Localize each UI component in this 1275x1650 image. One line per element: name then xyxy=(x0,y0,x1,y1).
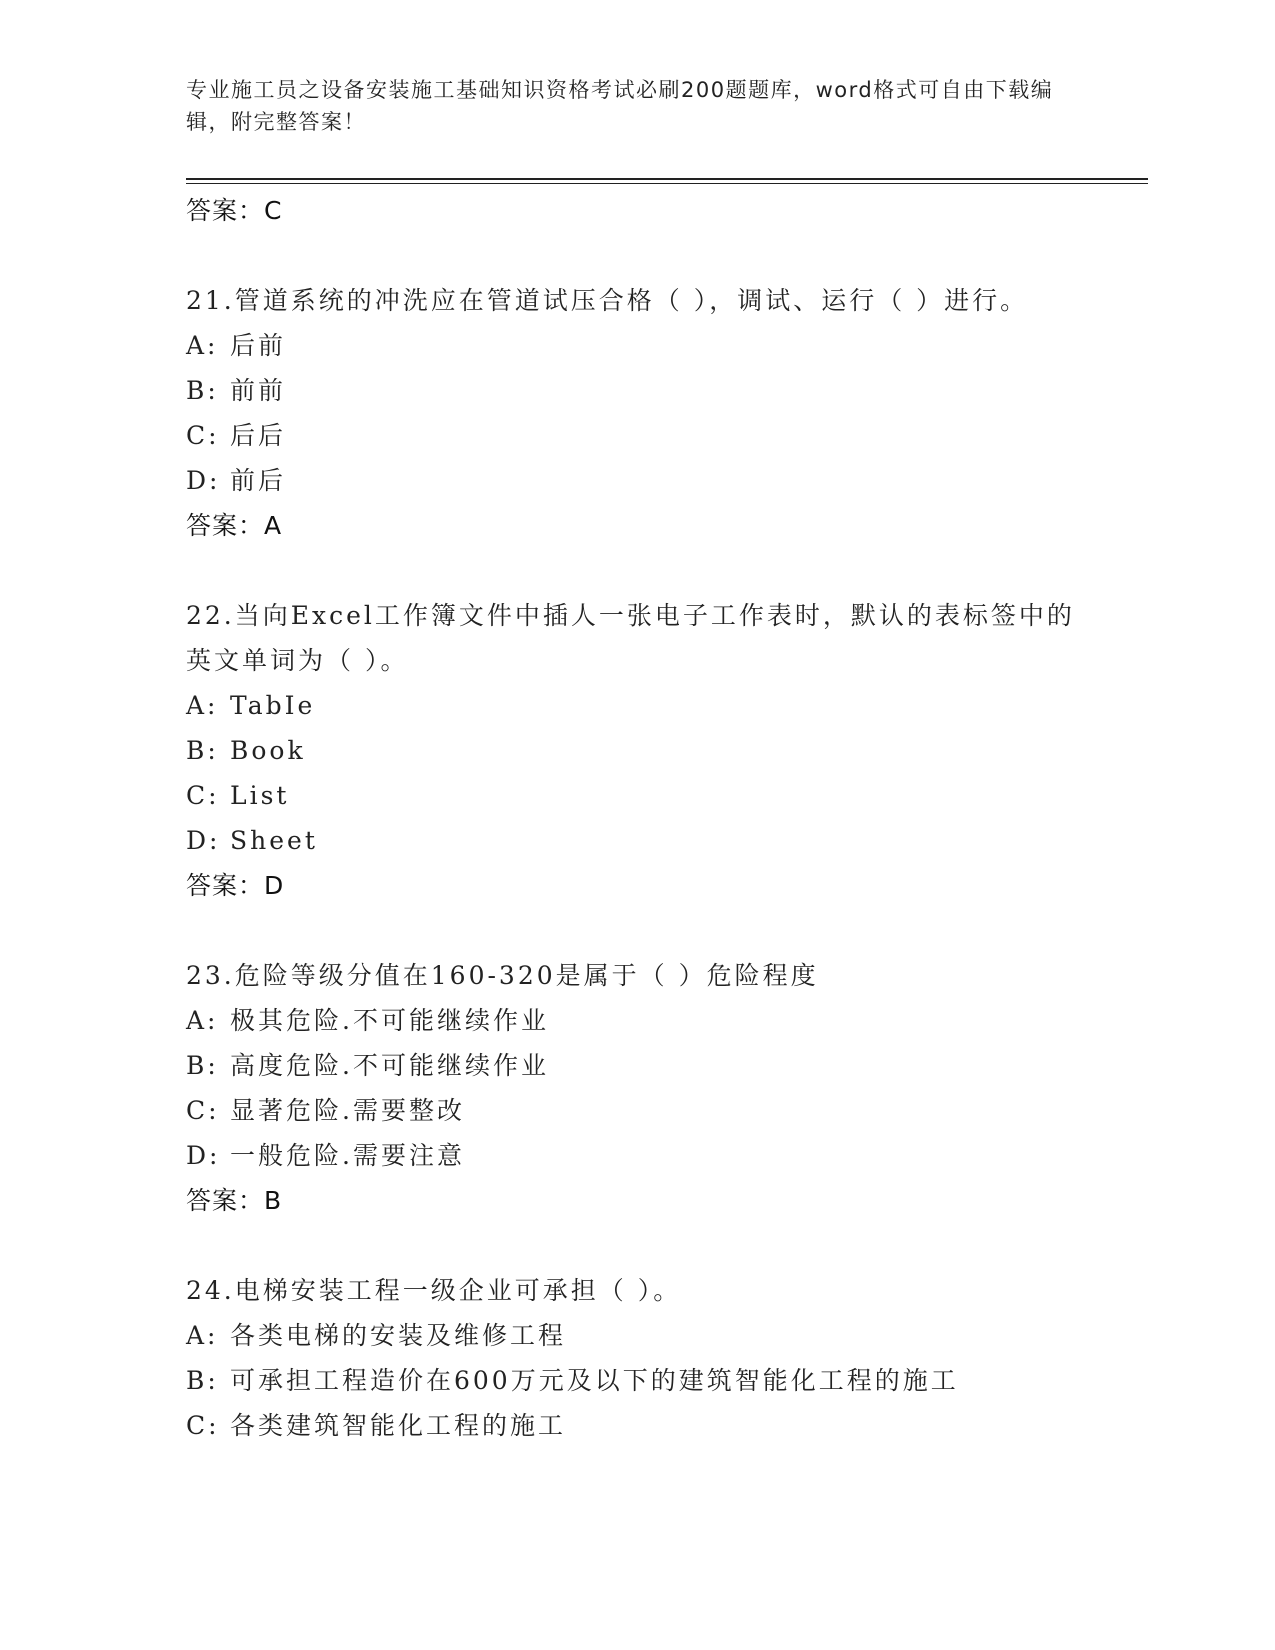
option-c xyxy=(186,1088,1086,1133)
option-a xyxy=(186,998,1086,1043)
option-a xyxy=(186,1313,1086,1358)
option-b xyxy=(186,368,1086,413)
option-letter: B: xyxy=(186,1366,219,1395)
option-text: 后前 xyxy=(230,331,287,360)
question-text: 21.管道系统的冲洗应在管道试压合格（ ），调试、运行（ ）进行。 xyxy=(186,286,1029,315)
question-text: 24.电梯安装工程一级企业可承担（ ）。 xyxy=(186,1276,682,1305)
option-text: Book xyxy=(230,736,306,765)
option-letter: A: xyxy=(186,1006,219,1035)
option-letter: A: xyxy=(186,1321,219,1350)
option-letter: B: xyxy=(186,736,219,765)
option-b xyxy=(186,728,1086,773)
question-text: 23.危险等级分值在160-320是属于（ ）危险程度 xyxy=(186,961,819,990)
option-d xyxy=(186,1133,1086,1178)
option-b xyxy=(186,1358,1086,1403)
option-text: 后后 xyxy=(230,421,287,450)
option-a xyxy=(186,323,1086,368)
option-c xyxy=(186,773,1086,818)
option-letter: D: xyxy=(186,826,221,855)
header-divider xyxy=(186,178,1148,180)
option-letter: A: xyxy=(186,331,219,360)
header-divider-thin xyxy=(186,183,1148,184)
option-text: 前前 xyxy=(230,376,287,405)
option-letter: B: xyxy=(186,376,219,405)
option-d xyxy=(186,458,1086,503)
question-block xyxy=(186,1268,1086,1448)
option-text: 各类建筑智能化工程的施工 xyxy=(230,1411,567,1440)
answer-label: 答案：D xyxy=(186,871,285,900)
page-header: 专业施工员之设备安装施工基础知识资格考试必刷200题题库，word格式可自由下载编辑，附完整答案！ xyxy=(186,78,1054,134)
option-text: 前后 xyxy=(230,466,287,495)
question-text: 22.当向Excel工作簿文件中插人一张电子工作表时，默认的表标签中的英文单词为（ ）。 xyxy=(186,601,1075,675)
option-letter: B: xyxy=(186,1051,219,1080)
option-letter: C: xyxy=(186,1411,220,1440)
option-a xyxy=(186,683,1086,728)
option-d xyxy=(186,818,1086,863)
option-b xyxy=(186,1043,1086,1088)
option-text: 高度危险.不可能继续作业 xyxy=(230,1051,549,1080)
option-text: Sheet xyxy=(230,826,318,855)
option-letter: D: xyxy=(186,1141,221,1170)
option-text: 一般危险.需要注意 xyxy=(230,1141,465,1170)
option-letter: C: xyxy=(186,1096,220,1125)
option-text: 可承担工程造价在600万元及以下的建筑智能化工程的施工 xyxy=(230,1366,959,1395)
option-letter: A: xyxy=(186,691,219,720)
question-block xyxy=(186,593,1086,908)
option-c xyxy=(186,413,1086,458)
option-text: List xyxy=(230,781,290,810)
option-letter: C: xyxy=(186,421,220,450)
option-text: 极其危险.不可能继续作业 xyxy=(230,1006,549,1035)
answer-label: 答案：A xyxy=(186,511,283,540)
question-block xyxy=(186,278,1086,548)
option-c xyxy=(186,1403,1086,1448)
answer-label: 答案：C xyxy=(186,196,283,225)
option-text: TabIe xyxy=(230,691,316,720)
option-text: 各类电梯的安装及维修工程 xyxy=(230,1321,567,1350)
question-list xyxy=(186,188,1086,1448)
option-letter: D: xyxy=(186,466,221,495)
option-letter: C: xyxy=(186,781,220,810)
option-text: 显著危险.需要整改 xyxy=(230,1096,465,1125)
question-block xyxy=(186,953,1086,1223)
answer-label: 答案：B xyxy=(186,1186,283,1215)
